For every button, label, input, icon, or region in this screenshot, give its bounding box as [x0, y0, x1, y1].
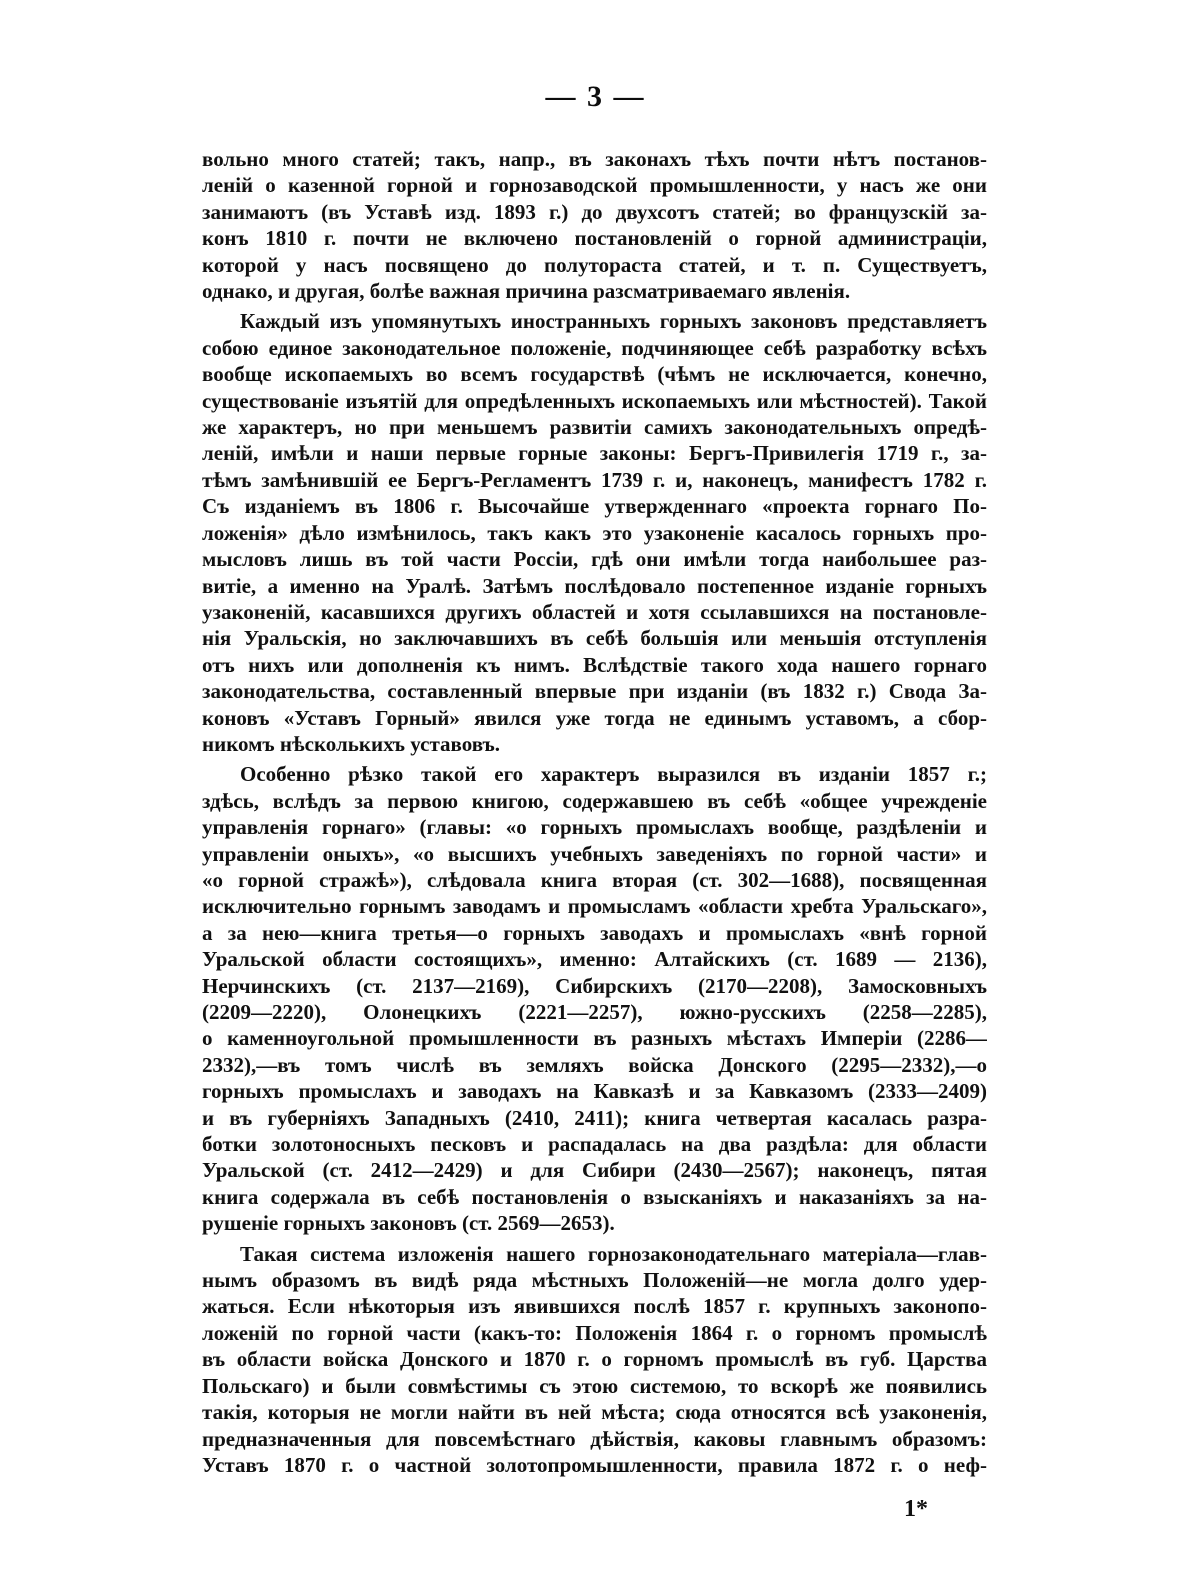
text-line: (2209—2220), Олонецкихъ (2221—2257), южно-русскихъ (2258—2285),	[202, 1000, 987, 1024]
text-line: нымъ образомъ въ видѣ ряда мѣстныхъ Положеній—не могла долго удер-	[202, 1268, 987, 1293]
text-line: ложеній по горной части (какъ-то: Положенія 1864 г. о горномъ промыслѣ	[202, 1320, 987, 1345]
text-line: нія Уральскія, но заключавшихъ въ себѣ большія или меньшія отступленія	[202, 626, 987, 651]
text-line: Уральской области состоящихъ», именно: Алтайскихъ (ст. 1689 — 2136),	[202, 947, 987, 972]
text-line: Нерчинскихъ (ст. 2137—2169), Сибирскихъ (2170—2208), Замосковныхъ	[202, 973, 987, 998]
text-line: леній, имѣли и наши первые горные законы: Бергъ-Привилегія 1719 г., за-	[202, 441, 987, 466]
text-line: занимаютъ (въ Уставѣ изд. 1893 г.) до двухсотъ статей; во французскій за-	[202, 199, 987, 224]
text-line: мысловъ лишь въ той части Россіи, гдѣ они имѣли тогда наибольшее раз-	[202, 547, 987, 572]
text-line: никомъ нѣсколькихъ уставовъ.	[202, 731, 500, 756]
text-line: въ области войска Донского и 1870 г. о горномъ промыслѣ въ губ. Царства	[202, 1347, 987, 1372]
text-line: вольно много статей; такъ, напр., въ законахъ тѣхъ почти нѣтъ постанов-	[202, 147, 987, 171]
text-line: предназначенныя для повсемѣстнаго дѣйствія, каковы главнымъ образомъ:	[202, 1426, 987, 1451]
text-line: вообще ископаемыхъ во всемъ государствѣ (чѣмъ не исключается, конечно,	[202, 362, 987, 387]
signature-mark: 1*	[904, 1496, 928, 1522]
text-line: рушеніе горныхъ законовъ (ст. 2569—2653).	[202, 1211, 615, 1236]
text-line: отъ нихъ или дополненія къ нимъ. Вслѣдствіе такого хода нашего горнаго	[202, 652, 987, 677]
text-line: же характеръ, но при меньшемъ развитіи самихъ законодательныхъ опредѣ-	[202, 415, 987, 440]
text-line: однако, и другая, болѣе важная причина разсматриваемаго явленія.	[202, 279, 851, 304]
text-line: узаконеній, касавшихся другихъ областей и хотя ссылавшихся на постановле-	[202, 599, 987, 624]
page-number: — 3 —	[545, 80, 646, 113]
text-line: Особенно рѣзко такой его характеръ выразился въ изданіи 1857 г.;	[240, 762, 987, 787]
text-line: Уставъ 1870 г. о частной золотопромышленности, правила 1872 г. о неф-	[202, 1452, 987, 1477]
text-line: Польскаго) и были совмѣстимы съ этою системою, то вскорѣ же появились	[202, 1373, 987, 1398]
text-line: 2332),—въ томъ числѣ въ земляхъ войска Донского (2295—2332),—о	[202, 1052, 987, 1077]
paragraph-4	[202, 1241, 987, 1479]
text-line: ботки золотоносныхъ песковъ и распадалась на два раздѣла: для области	[202, 1132, 987, 1157]
text-line: «о горной стражѣ»), слѣдовала книга вторая (ст. 302—1688), посвященная	[202, 867, 987, 892]
text-line: тѣмъ замѣнившій ее Бергъ-Регламентъ 1739 г. и, наконецъ, манифестъ 1782 г.	[202, 467, 987, 492]
text-line: управленія горнаго» (главы: «о горныхъ промыслахъ вообще, раздѣленіи и	[202, 815, 987, 840]
paragraph-1	[202, 146, 987, 304]
text-line: ложенія» дѣло измѣнилось, такъ какъ это узаконеніе касалось горныхъ про-	[202, 520, 987, 545]
text-line: Уральской (ст. 2412—2429) и для Сибири (2430—2567); наконецъ, пятая	[202, 1158, 987, 1183]
text-line: которой у насъ посвящено до полутораста статей, и т. п. Существуетъ,	[202, 252, 987, 277]
text-line: леній о казенной горной и горнозаводской промышленности, у насъ же они	[202, 173, 987, 198]
text-line: горныхъ промыслахъ и заводахъ на Кавказѣ и за Кавказомъ (2333—2409)	[202, 1079, 987, 1104]
text-line: здѣсь, вслѣдъ за первою книгою, содержавшею въ себѣ «общее учрежденіе	[202, 788, 987, 813]
body-text	[202, 146, 987, 1478]
text-line: существованіе изъятій для опредѣленныхъ ископаемыхъ или мѣстностей). Такой	[202, 388, 987, 413]
text-line: исключительно горнымъ заводамъ и промысламъ «области хребта Уральскаго»,	[202, 894, 987, 919]
text-line: Такая система изложенія нашего горнозаконодательнаго матеріала—глав-	[240, 1241, 987, 1266]
text-line: о каменноугольной промышленности въ разныхъ мѣстахъ Имперіи (2286—	[202, 1026, 987, 1051]
text-line: витіе, а именно на Уралѣ. Затѣмъ послѣдовало постепенное изданіе горныхъ	[202, 573, 987, 598]
text-line: и въ губерніяхъ Западныхъ (2410, 2411); книга четвертая касалась разра-	[202, 1105, 987, 1130]
text-line: жаться. Если нѣкоторыя изъ явившихся послѣ 1857 г. крупныхъ законопо-	[202, 1294, 987, 1319]
text-line: управленіи оныхъ», «о высшихъ учебныхъ заведеніяхъ по горной части» и	[202, 841, 987, 866]
text-line: а за нею—книга третья—о горныхъ заводахъ и промыслахъ «внѣ горной	[202, 920, 987, 945]
text-line: Съ изданіемъ въ 1806 г. Высочайше утвержденнаго «проекта горнаго По-	[202, 494, 987, 519]
text-line: книга содержала въ себѣ постановленія о взысканіяхъ и наказаніяхъ за на-	[202, 1184, 987, 1209]
text-line: конъ 1810 г. почти не включено постановленій о горной администраціи,	[202, 226, 987, 251]
paragraph-3	[202, 761, 987, 1236]
text-line: коновъ «Уставъ Горный» явился уже тогда не единымъ уставомъ, а сбор-	[202, 705, 987, 730]
paragraph-2	[202, 308, 987, 757]
text-line: собою единое законодательное положеніе, подчиняющее себѣ разработку всѣхъ	[202, 335, 987, 360]
text-line: такія, которыя не могли найти въ ней мѣста; сюда относятся всѣ узаконенія,	[202, 1400, 987, 1425]
text-line: Каждый изъ упомянутыхъ иностранныхъ горныхъ законовъ представляетъ	[240, 309, 987, 334]
text-line: законодательства, составленный впервые при изданіи (въ 1832 г.) Свода За-	[202, 679, 987, 704]
